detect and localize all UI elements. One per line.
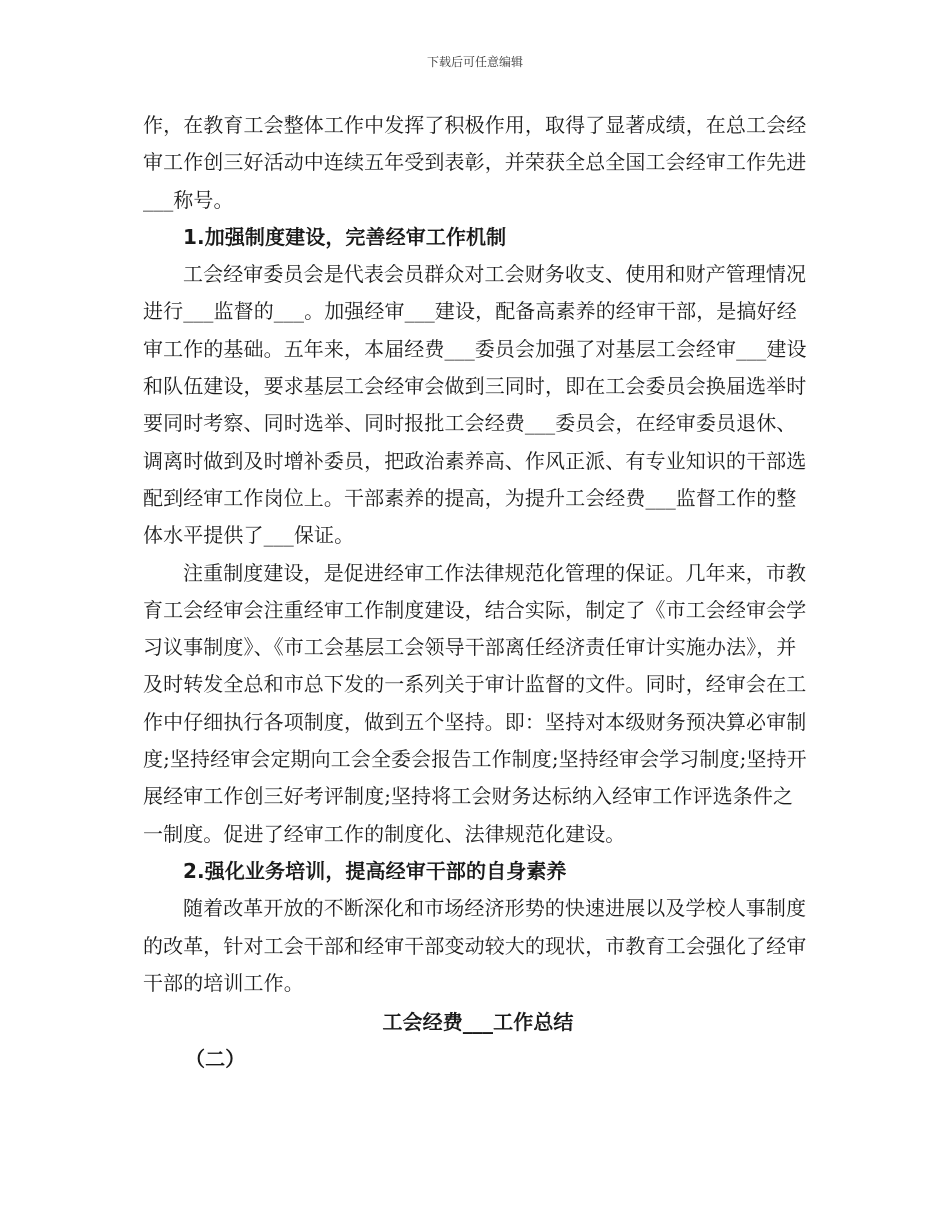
paragraph-system-building: 注重制度建设，是促进经审工作法律规范化管理的保证。几年来，市教育工会经审会注重经审工作制度建设，结合实际，制定了《市工会经审会学习议事制度》、《市工会基层工会领导干部离任经济责任审计实施办法》，并及时转发全总和市总下发的一系列关于审计监督的文件。同时，经审会在工作中仔细执行各项制度，做到五个坚持。即：坚持对本级财务预决算必审制度;坚持经审会定期向工会全委会报告工作制度;坚持经审会学习制度;坚持开展经审工作创三好考评制度;坚持将工会财务达标纳入经审工作评选条件之一制度。促进了经审工作的制度化、法律规范化建设。 [143,560,807,846]
section-heading-2: 2.强化业务培训，提高经审干部的自身素养 [183,858,567,883]
section-subtitle: （二） [185,1047,246,1072]
paragraph-audit-committee: 工会经审委员会是代表会员群众对工会财务收支、使用和财产管理情况进行___监督的___。加强经审___建设，配备高素养的经审干部，是搞好经审工作的基础。五年来，本届经费___委员会加强了对基层工会经审___建设和队伍建设，要求基层工会经审会做到三同时，即在工会委员会换届选举时要同时考察、同时选举、同时报批工会经费___委员会，在经审委员退休、调离时做到及时增补委员，把政治素养高、作风正派、有专业知识的干部选配到经审工作岗位上。干部素养的提高，为提升工会经费___监督工作的整体水平提供了___保证。 [143,262,807,548]
paragraph-training: 随着改革开放的不断深化和市场经济形势的快速进展以及学校人事制度的改革，针对工会干部和经审干部变动较大的现状，市教育工会强化了经审干部的培训工作。 [143,896,807,995]
document-body [143,107,813,1079]
page-header: 下载后可任意编辑 [426,55,523,69]
section-heading-1: 1.加强制度建设，完善经审工作机制 [183,224,507,249]
document-title: 工会经费___工作总结 [382,1010,574,1035]
paragraph-continuation: 作，在教育工会整体工作中发挥了积极作用，取得了显著成绩，在总工会经审工作创三好活动中连续五年受到表彰，并荣获全总全国工会经审工作先进___称号。 [143,113,807,212]
